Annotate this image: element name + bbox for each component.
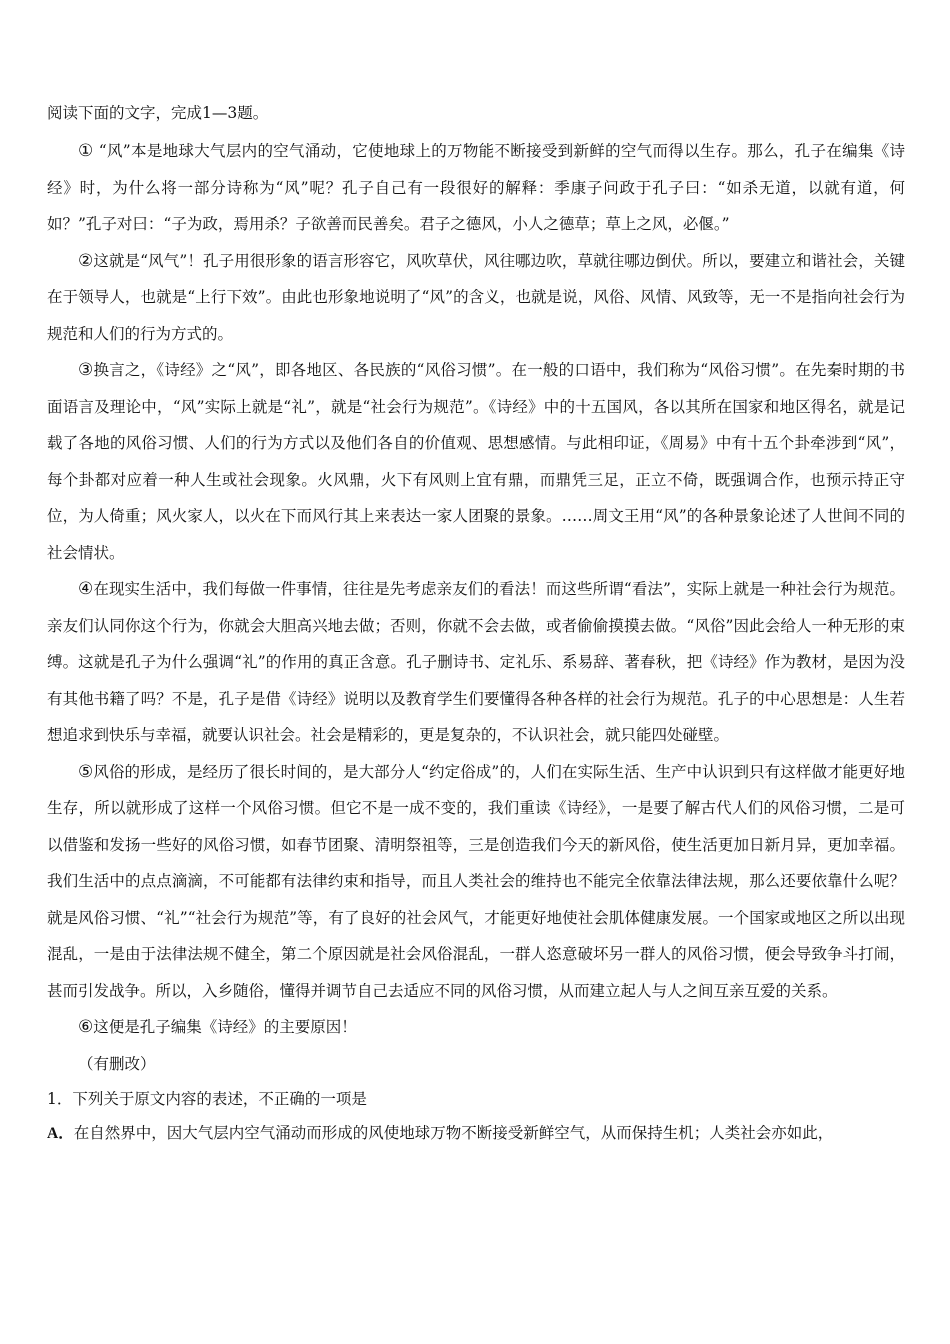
- reading-instruction: 阅读下面的文字，完成1—3题。: [47, 104, 269, 122]
- paragraph-3: [47, 352, 905, 571]
- paragraph-number: ③: [78, 360, 94, 380]
- paragraph-number: ⑥: [78, 1017, 94, 1037]
- question-1: 1．下列关于原文内容的表述，不正确的一项是: [47, 1089, 367, 1108]
- paragraph-1: [47, 133, 905, 243]
- paragraph-6: [47, 1009, 905, 1046]
- paragraph-4: [47, 571, 905, 754]
- paragraph-text: 这就是“风气”！孔子用很形象的语言形容它，风吹草伏，风往哪边吹，草就往哪边倒伏。所以，要建立和谐社会，关键在于领导人，也就是“上行下效”。由此也形象地说明了“风”的含义，也就是说，风俗、风情、风致等，无一不是指向社会行为规范和人们的行为方式的。: [47, 251, 905, 343]
- source-note: （有删改）: [78, 1054, 156, 1073]
- document-body: [47, 97, 905, 1151]
- paragraph-text: 换言之，《诗经》之“风”，即各地区、各民族的“风俗习惯”。在一般的口语中，我们称为“风俗习惯”。在先秦时期的书面语言及理论中，“风”实际上就是“礼”，就是“社会行为规范”。《诗经》中的十五国风，各以其所在国家和地区得名，就是记载了各地的风俗习惯、人们的行为方式以及他们各自的价值观、思想感情。与此相印证，《周易》中有十五个卦牵涉到“风”，每个卦都对应着一种人生或社会现象。火风鼎，火下有风则上宜有鼎，而鼎凭三足，正立不倚，既强调合作，也预示持正守位，为人倚重；风火家人，以火在下而风行其上来表达一家人团聚的景象。……周文王用“风”的各种景象论述了人世间不同的社会情状。: [47, 361, 905, 562]
- paragraph-number: ④: [78, 579, 94, 599]
- paragraph-number: ①: [78, 141, 94, 161]
- option-letter: A．: [47, 1124, 74, 1142]
- paragraph-number: ⑤: [78, 761, 94, 782]
- option-text: 在自然界中，因大气层内空气涌动而形成的风使地球万物不断接受新鲜空气，从而保持生机；人类社会亦如此，: [73, 1123, 834, 1142]
- paragraph-5: [47, 754, 905, 1010]
- paragraph-text: 这便是孔子编集《诗经》的主要原因！: [93, 1018, 357, 1036]
- paragraph-text: 风俗的形成，是经历了很长时间的，是大部分人“约定俗成”的，人们在实际生活、生产中认识到只有这样做才能更好地生存，所以就形成了这样一个风俗习惯。但它不是一成不变的，我们重读《诗经》，一是要了解古代人们的风俗习惯，二是可以借鉴和发扬一些好的风俗习惯，如春节团聚、清明祭祖等，三是创造我们今天的新风俗，使生活更加日新月异，更加幸福。我们生活中的点点滴滴，不可能都有法律约束和指导，而且人类社会的维持也不能完全依靠法律法规，那么还要依靠什么呢？就是风俗习惯、“礼”“社会行为规范”等，有了良好的社会风气，才能更好地使社会肌体健康发展。一个国家或地区之所以出现混乱，一是由于法律法规不健全，第二个原因就是社会风俗混乱，一群人恣意破坏另一群人的风俗习惯，便会导致争斗打闹，甚而引发战争。所以，入乡随俗，懂得并调节自己去适应不同的风俗习惯，从而建立起人与人之间互亲互爱的关系。: [47, 762, 905, 1000]
- paragraph-text: “风”本是地球大气层内的空气涌动，它使地球上的万物能不断接受到新鲜的空气而得以生存。那么，孔子在编集《诗经》时，为什么将一部分诗称为“风”呢？孔子自己有一段很好的解释：季康子问政于孔子曰：“如杀无道，以就有道，何如？”孔子对曰：“子为政，焉用杀？子欲善而民善矣。君子之德风，小人之德草；草上之风，必偃。”: [47, 142, 905, 233]
- paragraph-number: ②: [78, 250, 94, 271]
- paragraph-2: [47, 243, 905, 353]
- option-a: [47, 1116, 905, 1151]
- paragraph-text: 在现实生活中，我们每做一件事情，往往是先考虑亲友们的看法！而这些所谓“看法”，实际上就是一种社会行为规范。亲友们认同你这个行为，你就会大胆高兴地去做；否则，你就不会去做，或者偷偷摸摸去做。“风俗”因此会给人一种无形的束缚。这就是孔子为什么强调“礼”的作用的真正含意。孔子删诗书、定礼乐、系易辞、著春秋，把《诗经》作为教材，是因为没有其他书籍了吗？不是，孔子是借《诗经》说明以及教育学生们要懂得各种各样的社会行为规范。孔子的中心思想是：人生若想追求到快乐与幸福，就要认识社会。社会是精彩的，更是复杂的，不认识社会，就只能四处碰壁。: [47, 580, 905, 744]
